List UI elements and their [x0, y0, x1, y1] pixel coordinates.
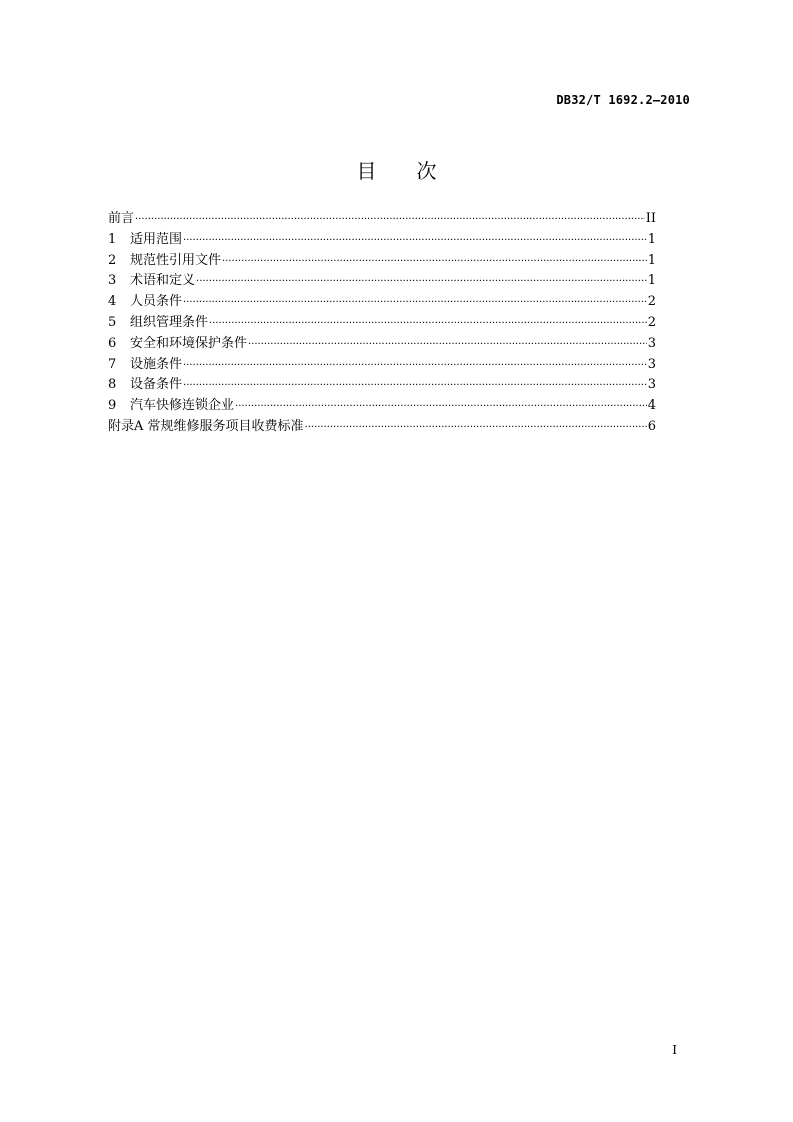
toc-leader-dots: [183, 375, 647, 397]
toc-entry-number: 5: [108, 314, 117, 330]
toc-leader-dots: [183, 355, 647, 377]
toc-entry-page: 2: [647, 314, 656, 330]
toc-entry-page: 1: [647, 252, 656, 268]
toc-leader-dots: [183, 292, 647, 314]
toc-entry-personnel[interactable]: [108, 292, 656, 313]
toc-entry-page: 2: [647, 294, 656, 310]
toc-entry-label: 汽车快修连锁企业: [130, 398, 235, 414]
toc-entry-number: 9: [108, 398, 117, 414]
toc-leader-dots: [135, 209, 645, 231]
toc-entry-facilities[interactable]: [108, 355, 656, 376]
toc-entry-page: 3: [647, 356, 656, 372]
toc-entry-appendix-a[interactable]: [108, 417, 656, 438]
toc-entry-number: 2: [108, 252, 117, 268]
toc-entry-label: 安全和环境保护条件: [130, 335, 248, 351]
toc-leader-dots: [196, 271, 647, 293]
toc-entry-page: II: [645, 211, 656, 226]
toc-entry-label: 设施条件: [130, 356, 183, 372]
toc-entry-label: 附录A 常规维修服务项目收费标准: [108, 418, 304, 434]
document-code: DB32/T 1692.2—2010: [556, 93, 690, 107]
toc-entry-number: 7: [108, 356, 117, 372]
toc-leader-dots: [305, 417, 647, 439]
toc-entry-number: 1: [108, 231, 117, 247]
toc-entry-scope[interactable]: [108, 230, 656, 251]
toc-entry-number: 3: [108, 273, 117, 289]
toc-entry-label: 设备条件: [130, 377, 183, 393]
toc-entry-label: 术语和定义: [130, 273, 196, 289]
toc-entry-label: 适用范围: [130, 231, 183, 247]
toc-entry-page: 4: [647, 398, 656, 414]
toc-entry-terms-definitions[interactable]: [108, 271, 656, 292]
toc-leader-dots: [183, 230, 647, 252]
toc-entry-page: 6: [647, 418, 656, 434]
toc-entry-quick-repair-chain[interactable]: [108, 396, 656, 417]
toc-entry-organization[interactable]: [108, 313, 656, 334]
toc-entry-number: 8: [108, 377, 117, 393]
toc-leader-dots: [248, 334, 647, 356]
toc-leader-dots: [222, 251, 647, 273]
table-of-contents: [108, 209, 656, 438]
toc-entry-label: 前言: [108, 211, 135, 226]
toc-entry-equipment[interactable]: [108, 375, 656, 396]
toc-entry-number: 6: [108, 335, 117, 351]
toc-entry-safety-environment[interactable]: [108, 334, 656, 355]
toc-leader-dots: [235, 396, 647, 418]
toc-entry-label: 组织管理条件: [130, 314, 209, 330]
toc-leader-dots: [209, 313, 647, 335]
page-number: I: [672, 1043, 677, 1057]
toc-entry-page: 1: [647, 231, 656, 247]
toc-title: 目次: [356, 159, 477, 183]
toc-entry-normative-references[interactable]: [108, 251, 656, 272]
toc-entry-page: 1: [647, 273, 656, 289]
toc-entry-label: 人员条件: [130, 294, 183, 310]
toc-entry-foreword[interactable]: [108, 209, 656, 230]
toc-entry-page: 3: [647, 335, 656, 351]
toc-entry-label: 规范性引用文件: [130, 252, 222, 268]
toc-entry-number: 4: [108, 294, 117, 310]
toc-entry-page: 3: [647, 377, 656, 393]
